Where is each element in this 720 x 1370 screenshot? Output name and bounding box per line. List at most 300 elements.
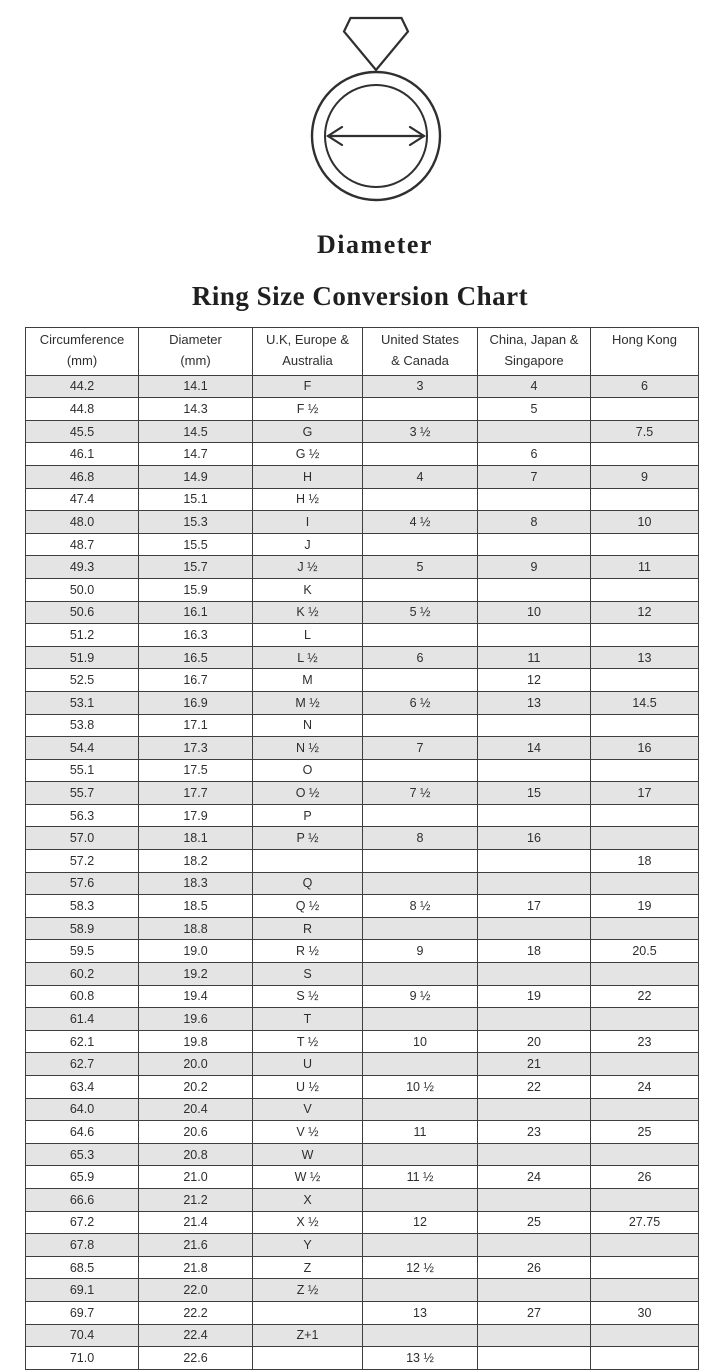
table-cell: 20.5 <box>591 940 699 963</box>
table-cell <box>591 872 699 895</box>
table-row <box>26 1143 699 1166</box>
table-cell <box>478 420 591 443</box>
table-cell: 9 <box>478 556 591 579</box>
table-cell <box>363 872 478 895</box>
table-cell: 60.8 <box>26 985 139 1008</box>
table-cell <box>478 963 591 986</box>
table-cell: 55.1 <box>26 759 139 782</box>
table-cell: 52.5 <box>26 669 139 692</box>
table-cell: 12 <box>363 1211 478 1234</box>
table-row <box>26 1030 699 1053</box>
table-cell <box>591 398 699 421</box>
table-cell: 51.9 <box>26 646 139 669</box>
table-row <box>26 669 699 692</box>
table-cell: P <box>253 804 363 827</box>
table-cell: U <box>253 1053 363 1076</box>
header-line: (mm) <box>66 352 98 368</box>
table-cell: Z <box>253 1256 363 1279</box>
table-cell: 59.5 <box>26 940 139 963</box>
table-cell: 11 <box>591 556 699 579</box>
header-cell-diameter-mm <box>139 328 253 376</box>
table-cell: U ½ <box>253 1076 363 1099</box>
table-cell: 19 <box>478 985 591 1008</box>
table-cell: 6 <box>363 646 478 669</box>
table-cell <box>591 488 699 511</box>
table-header-row <box>26 328 699 376</box>
table-cell: X ½ <box>253 1211 363 1234</box>
table-cell: 16 <box>478 827 591 850</box>
table-cell: 58.9 <box>26 917 139 940</box>
table-cell: J <box>253 533 363 556</box>
table-cell: S <box>253 963 363 986</box>
table-cell: 18 <box>591 850 699 873</box>
table-row <box>26 1188 699 1211</box>
table-cell <box>253 1347 363 1370</box>
header-cell-china-japan-singapore <box>478 328 591 376</box>
table-cell: 18.2 <box>139 850 253 873</box>
table-cell: 57.2 <box>26 850 139 873</box>
table-cell: 14.1 <box>139 375 253 398</box>
table-cell <box>478 578 591 601</box>
table-row <box>26 1301 699 1324</box>
table-cell: 6 <box>478 443 591 466</box>
table-cell <box>478 1279 591 1302</box>
table-cell: 6 ½ <box>363 691 478 714</box>
table-cell <box>363 1188 478 1211</box>
table-cell: 62.1 <box>26 1030 139 1053</box>
table-cell: 20.2 <box>139 1076 253 1099</box>
table-cell: 50.6 <box>26 601 139 624</box>
table-cell <box>363 759 478 782</box>
table-cell: 19.2 <box>139 963 253 986</box>
table-cell: O ½ <box>253 782 363 805</box>
table-row <box>26 533 699 556</box>
table-cell: 8 ½ <box>363 895 478 918</box>
table-cell: 60.2 <box>26 963 139 986</box>
table-cell: 4 ½ <box>363 511 478 534</box>
table-cell <box>591 1324 699 1347</box>
table-cell: 57.0 <box>26 827 139 850</box>
table-cell: K ½ <box>253 601 363 624</box>
table-cell <box>363 669 478 692</box>
table-cell: 61.4 <box>26 1008 139 1031</box>
table-cell: 22 <box>478 1076 591 1099</box>
table-row <box>26 917 699 940</box>
table-cell: 16.7 <box>139 669 253 692</box>
table-cell: 11 ½ <box>363 1166 478 1189</box>
table-cell <box>591 917 699 940</box>
table-cell <box>478 714 591 737</box>
table-row <box>26 1053 699 1076</box>
table-cell <box>363 1234 478 1257</box>
table-cell: F ½ <box>253 398 363 421</box>
table-cell <box>478 917 591 940</box>
table-row <box>26 804 699 827</box>
header-line: (mm) <box>180 352 211 368</box>
table-cell <box>363 624 478 647</box>
ring-size-conversion-table <box>25 327 699 1370</box>
table-cell <box>591 669 699 692</box>
table-row <box>26 1256 699 1279</box>
table-body <box>26 375 699 1369</box>
table-row <box>26 443 699 466</box>
table-cell <box>591 443 699 466</box>
table-cell: N ½ <box>253 737 363 760</box>
table-cell <box>591 624 699 647</box>
table-cell: 22.4 <box>139 1324 253 1347</box>
table-cell: 64.6 <box>26 1121 139 1144</box>
table-cell <box>591 533 699 556</box>
table-cell: 23 <box>591 1030 699 1053</box>
header-line: Circumference <box>39 332 125 347</box>
table-row <box>26 375 699 398</box>
table-cell: 19.6 <box>139 1008 253 1031</box>
table-cell <box>591 827 699 850</box>
table-cell <box>478 1098 591 1121</box>
table-cell: 21.6 <box>139 1234 253 1257</box>
diameter-arrow-icon <box>328 127 424 145</box>
table-row <box>26 872 699 895</box>
table-cell: 12 ½ <box>363 1256 478 1279</box>
table-cell: 6 <box>591 375 699 398</box>
table-cell: 17.3 <box>139 737 253 760</box>
table-cell: 10 ½ <box>363 1076 478 1099</box>
table-cell: 15.5 <box>139 533 253 556</box>
table-cell: 69.7 <box>26 1301 139 1324</box>
table-cell: 13 <box>591 646 699 669</box>
table-cell <box>478 1143 591 1166</box>
table-cell: 63.4 <box>26 1076 139 1099</box>
table-row <box>26 691 699 714</box>
table-cell: 25 <box>478 1211 591 1234</box>
table-cell: 18.1 <box>139 827 253 850</box>
header-cell-circumference-mm <box>26 328 139 376</box>
table-cell: 17.9 <box>139 804 253 827</box>
table-cell: 26 <box>591 1166 699 1189</box>
table-cell: 19.4 <box>139 985 253 1008</box>
table-cell <box>478 488 591 511</box>
table-cell: 14 <box>478 737 591 760</box>
table-cell: 67.8 <box>26 1234 139 1257</box>
table-cell <box>253 1301 363 1324</box>
table-cell: 48.0 <box>26 511 139 534</box>
table-row <box>26 578 699 601</box>
table-cell: 7 ½ <box>363 782 478 805</box>
table-cell: 20.4 <box>139 1098 253 1121</box>
table-cell: V <box>253 1098 363 1121</box>
table-cell: 22 <box>591 985 699 1008</box>
table-cell <box>591 1256 699 1279</box>
table-row <box>26 601 699 624</box>
table-row <box>26 1324 699 1347</box>
table-cell <box>478 1008 591 1031</box>
table-cell: 53.8 <box>26 714 139 737</box>
table-cell: 17 <box>478 895 591 918</box>
table-cell: 65.3 <box>26 1143 139 1166</box>
table-cell: 66.6 <box>26 1188 139 1211</box>
table-cell: 21.2 <box>139 1188 253 1211</box>
table-cell: 55.7 <box>26 782 139 805</box>
diamond-icon <box>344 18 408 70</box>
table-cell: G <box>253 420 363 443</box>
table-cell <box>363 398 478 421</box>
table-row <box>26 1098 699 1121</box>
table-cell: Q <box>253 872 363 895</box>
ring-diagram <box>306 14 446 206</box>
table-cell: 11 <box>363 1121 478 1144</box>
table-cell <box>591 1143 699 1166</box>
table-cell <box>478 872 591 895</box>
table-cell <box>253 850 363 873</box>
table-row <box>26 488 699 511</box>
table-cell <box>591 804 699 827</box>
table-cell: 46.8 <box>26 465 139 488</box>
table-cell: W ½ <box>253 1166 363 1189</box>
page-title: Ring Size Conversion Chart <box>191 281 529 311</box>
table-cell: 3 ½ <box>363 420 478 443</box>
table-cell <box>591 1098 699 1121</box>
table-row <box>26 759 699 782</box>
table-row <box>26 1008 699 1031</box>
table-cell: 4 <box>363 465 478 488</box>
table-cell: 17.7 <box>139 782 253 805</box>
table-cell: 5 ½ <box>363 601 478 624</box>
table-cell: 12 <box>591 601 699 624</box>
table-cell: 8 <box>363 827 478 850</box>
table-cell: 9 ½ <box>363 985 478 1008</box>
table-cell: 18.3 <box>139 872 253 895</box>
table-cell: 15 <box>478 782 591 805</box>
table-cell <box>478 1188 591 1211</box>
table-row <box>26 1076 699 1099</box>
table-cell: O <box>253 759 363 782</box>
table-cell <box>363 714 478 737</box>
table-cell: N <box>253 714 363 737</box>
table-cell: 15.3 <box>139 511 253 534</box>
table-cell: I <box>253 511 363 534</box>
table-cell: 5 <box>478 398 591 421</box>
table-cell: 18.8 <box>139 917 253 940</box>
table-cell: 70.4 <box>26 1324 139 1347</box>
table-row <box>26 963 699 986</box>
table-cell: 30 <box>591 1301 699 1324</box>
table-cell: 9 <box>363 940 478 963</box>
table-cell <box>363 533 478 556</box>
table-cell: 17.1 <box>139 714 253 737</box>
table-cell: 49.3 <box>26 556 139 579</box>
table-row <box>26 1234 699 1257</box>
table-cell <box>591 1188 699 1211</box>
table-cell: L ½ <box>253 646 363 669</box>
table-cell: 16.1 <box>139 601 253 624</box>
table-cell: 9 <box>591 465 699 488</box>
table-cell: 58.3 <box>26 895 139 918</box>
table-row <box>26 1279 699 1302</box>
table-cell <box>363 1098 478 1121</box>
table-cell <box>478 804 591 827</box>
table-cell <box>591 1347 699 1370</box>
table-cell: 20 <box>478 1030 591 1053</box>
table-cell: 50.0 <box>26 578 139 601</box>
table-cell: 19.0 <box>139 940 253 963</box>
table-cell: 51.2 <box>26 624 139 647</box>
table-cell: 20.6 <box>139 1121 253 1144</box>
header-line: & Canada <box>391 352 449 368</box>
table-cell: 11 <box>478 646 591 669</box>
table-cell <box>363 917 478 940</box>
table-cell <box>363 1053 478 1076</box>
table-row <box>26 398 699 421</box>
table-cell: 20.8 <box>139 1143 253 1166</box>
table-cell: 14.5 <box>139 420 253 443</box>
table-cell <box>591 578 699 601</box>
ring-with-diamond-icon <box>306 14 446 206</box>
table-cell: 44.2 <box>26 375 139 398</box>
table-cell: 15.9 <box>139 578 253 601</box>
table-row <box>26 556 699 579</box>
table-cell: 10 <box>591 511 699 534</box>
table-cell <box>363 963 478 986</box>
table-cell: L <box>253 624 363 647</box>
table-row <box>26 737 699 760</box>
table-cell: 27 <box>478 1301 591 1324</box>
table-cell <box>478 1347 591 1370</box>
table-cell: M <box>253 669 363 692</box>
table-cell: 15.1 <box>139 488 253 511</box>
table-cell <box>363 443 478 466</box>
diameter-label: Diameter <box>317 230 433 259</box>
table-cell <box>363 1008 478 1031</box>
header-cell-u-k-europe-australia <box>253 328 363 376</box>
table-cell <box>591 963 699 986</box>
table-cell: 14.7 <box>139 443 253 466</box>
table-cell: R <box>253 917 363 940</box>
header-line: Singapore <box>504 352 564 368</box>
table-cell: Z ½ <box>253 1279 363 1302</box>
table-cell: F <box>253 375 363 398</box>
table-cell: S ½ <box>253 985 363 1008</box>
table-cell <box>363 1143 478 1166</box>
table-cell: 27.75 <box>591 1211 699 1234</box>
header-cell-hong-kong <box>591 328 699 376</box>
table-row <box>26 827 699 850</box>
table-cell: 16.3 <box>139 624 253 647</box>
table-cell: 14.5 <box>591 691 699 714</box>
header-line: United States <box>380 332 460 347</box>
table-cell <box>591 714 699 737</box>
table-cell: 69.1 <box>26 1279 139 1302</box>
table-cell: 7 <box>363 737 478 760</box>
table-cell: 12 <box>478 669 591 692</box>
table-cell: 18.5 <box>139 895 253 918</box>
table-cell: 22.6 <box>139 1347 253 1370</box>
table-cell <box>478 1234 591 1257</box>
table-cell: 17.5 <box>139 759 253 782</box>
table-cell: 24 <box>478 1166 591 1189</box>
table-cell: 57.6 <box>26 872 139 895</box>
table-cell: X <box>253 1188 363 1211</box>
table-row <box>26 1347 699 1370</box>
header-cell-united-states-canada <box>363 328 478 376</box>
table-cell: K <box>253 578 363 601</box>
table-cell: 24 <box>591 1076 699 1099</box>
table-cell: 47.4 <box>26 488 139 511</box>
table-cell: 10 <box>363 1030 478 1053</box>
table-row <box>26 850 699 873</box>
table-row <box>26 646 699 669</box>
table-cell <box>478 850 591 873</box>
table-cell: P ½ <box>253 827 363 850</box>
table-cell <box>478 624 591 647</box>
table-cell: 14.9 <box>139 465 253 488</box>
table-cell: H ½ <box>253 488 363 511</box>
table-cell: 16.5 <box>139 646 253 669</box>
table-cell <box>478 759 591 782</box>
table-cell: 21 <box>478 1053 591 1076</box>
table-row <box>26 465 699 488</box>
table-cell: 16.9 <box>139 691 253 714</box>
header-line: Australia <box>282 352 333 368</box>
table-cell <box>591 1053 699 1076</box>
table-cell: 56.3 <box>26 804 139 827</box>
table-cell: 13 <box>363 1301 478 1324</box>
table-cell: T <box>253 1008 363 1031</box>
table-cell: 16 <box>591 737 699 760</box>
table-cell: 18 <box>478 940 591 963</box>
table-cell: 7.5 <box>591 420 699 443</box>
table-cell: 23 <box>478 1121 591 1144</box>
table-cell <box>591 1008 699 1031</box>
table-cell: M ½ <box>253 691 363 714</box>
table-row <box>26 1211 699 1234</box>
table-cell: 4 <box>478 375 591 398</box>
table-row <box>26 624 699 647</box>
table-cell: R ½ <box>253 940 363 963</box>
table-cell: Y <box>253 1234 363 1257</box>
table-cell <box>478 533 591 556</box>
table-row <box>26 782 699 805</box>
table-cell: 45.5 <box>26 420 139 443</box>
table-cell: 25 <box>591 1121 699 1144</box>
header-line: Hong Kong <box>611 332 678 347</box>
table-cell: 22.2 <box>139 1301 253 1324</box>
table-cell: 71.0 <box>26 1347 139 1370</box>
table-cell: 8 <box>478 511 591 534</box>
table-cell <box>591 759 699 782</box>
table-cell: H <box>253 465 363 488</box>
table-cell: 3 <box>363 375 478 398</box>
table-cell <box>363 804 478 827</box>
table-cell: 17 <box>591 782 699 805</box>
table-cell: 46.1 <box>26 443 139 466</box>
table-row <box>26 1166 699 1189</box>
table-cell: V ½ <box>253 1121 363 1144</box>
table-row <box>26 895 699 918</box>
table-cell: 21.8 <box>139 1256 253 1279</box>
table-cell <box>363 850 478 873</box>
table-cell: 13 ½ <box>363 1347 478 1370</box>
table-cell <box>591 1234 699 1257</box>
table-cell: 5 <box>363 556 478 579</box>
table-cell: 21.0 <box>139 1166 253 1189</box>
table-cell <box>363 578 478 601</box>
table-cell: 48.7 <box>26 533 139 556</box>
table-cell: 26 <box>478 1256 591 1279</box>
table-cell: 62.7 <box>26 1053 139 1076</box>
table-row <box>26 420 699 443</box>
table-cell: W <box>253 1143 363 1166</box>
table-cell: 19.8 <box>139 1030 253 1053</box>
